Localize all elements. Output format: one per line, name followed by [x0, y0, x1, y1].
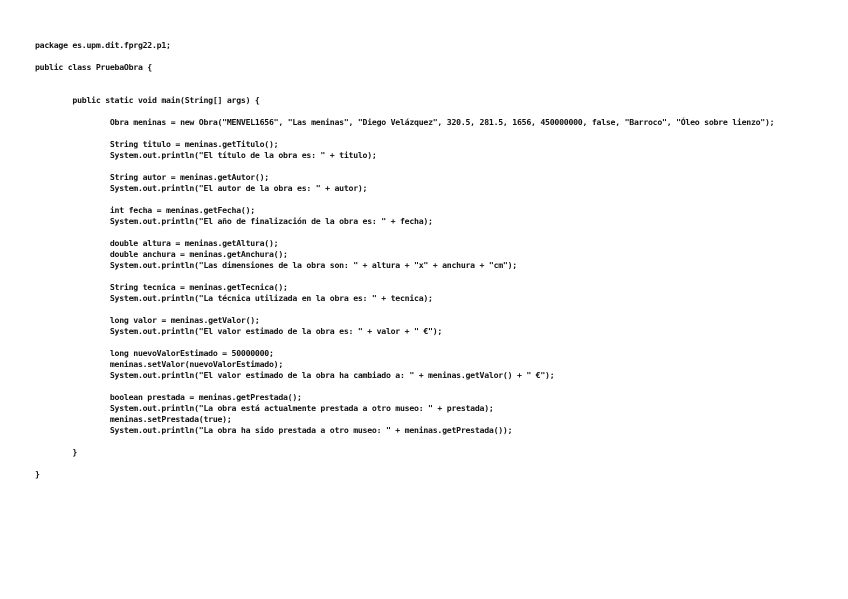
code-line: package es.upm.dit.fprg22.p1; — [35, 40, 171, 50]
code-line: boolean prestada = meninas.getPrestada(); — [35, 392, 302, 402]
code-line: System.out.println("La obra está actualmente prestada a otro museo: " + prestada); — [35, 403, 494, 413]
code-line: meninas.setPrestada(true); — [35, 414, 232, 424]
code-line: String titulo = meninas.getTitulo(); — [35, 139, 279, 149]
code-line: } — [35, 447, 78, 457]
code-line: } — [35, 469, 40, 479]
code-line — [35, 84, 825, 95]
code-line: String tecnica = meninas.getTecnica(); — [35, 282, 288, 292]
code-line: System.out.println("El título de la obra es: " + titulo); — [35, 150, 377, 160]
code-line — [35, 194, 825, 205]
code-line: System.out.println("El valor estimado de la obra es: " + valor + " €"); — [35, 326, 443, 336]
code-line — [35, 304, 825, 315]
code-block — [35, 40, 825, 480]
code-line: System.out.println("El valor estimado de la obra ha cambiado a: " + meninas.getValor() + " €"); — [35, 370, 555, 380]
code-line — [35, 271, 825, 282]
code-line — [35, 458, 825, 469]
code-line: double altura = meninas.getAltura(); — [35, 238, 279, 248]
code-line: public class PruebaObra { — [35, 62, 152, 72]
code-line — [35, 106, 825, 117]
code-line: System.out.println("La obra ha sido prestada a otro museo: " + meninas.getPrestada()); — [35, 425, 513, 435]
code-line — [35, 436, 825, 447]
code-line: public static void main(String[] args) { — [35, 95, 260, 105]
code-line — [35, 381, 825, 392]
code-line: long nuevoValorEstimado = 50000000; — [35, 348, 274, 358]
code-line: String autor = meninas.getAutor(); — [35, 172, 269, 182]
code-line: Obra meninas = new Obra("MENVEL1656", "Las meninas", "Diego Velázquez", 320.5, 281.5, 1656, 450000000, false, "Barroco", "Óleo sobre lienzo"); — [35, 117, 775, 127]
code-line — [35, 51, 825, 62]
code-line: System.out.println("La técnica utilizada en la obra es: " + tecnica); — [35, 293, 433, 303]
code-line — [35, 161, 825, 172]
code-line: long valor = meninas.getValor(); — [35, 315, 260, 325]
code-line: meninas.setValor(nuevoValorEstimado); — [35, 359, 284, 369]
code-line: System.out.println("Las dimensiones de la obra son: " + altura + "x" + anchura + "cm"); — [35, 260, 517, 270]
code-line: System.out.println("El año de finalización de la obra es: " + fecha); — [35, 216, 433, 226]
code-line: double anchura = meninas.getAnchura(); — [35, 249, 288, 259]
code-line: System.out.println("El autor de la obra es: " + autor); — [35, 183, 368, 193]
code-line — [35, 227, 825, 238]
code-line: int fecha = meninas.getFecha(); — [35, 205, 255, 215]
code-line — [35, 128, 825, 139]
code-line — [35, 337, 825, 348]
code-line — [35, 73, 825, 84]
